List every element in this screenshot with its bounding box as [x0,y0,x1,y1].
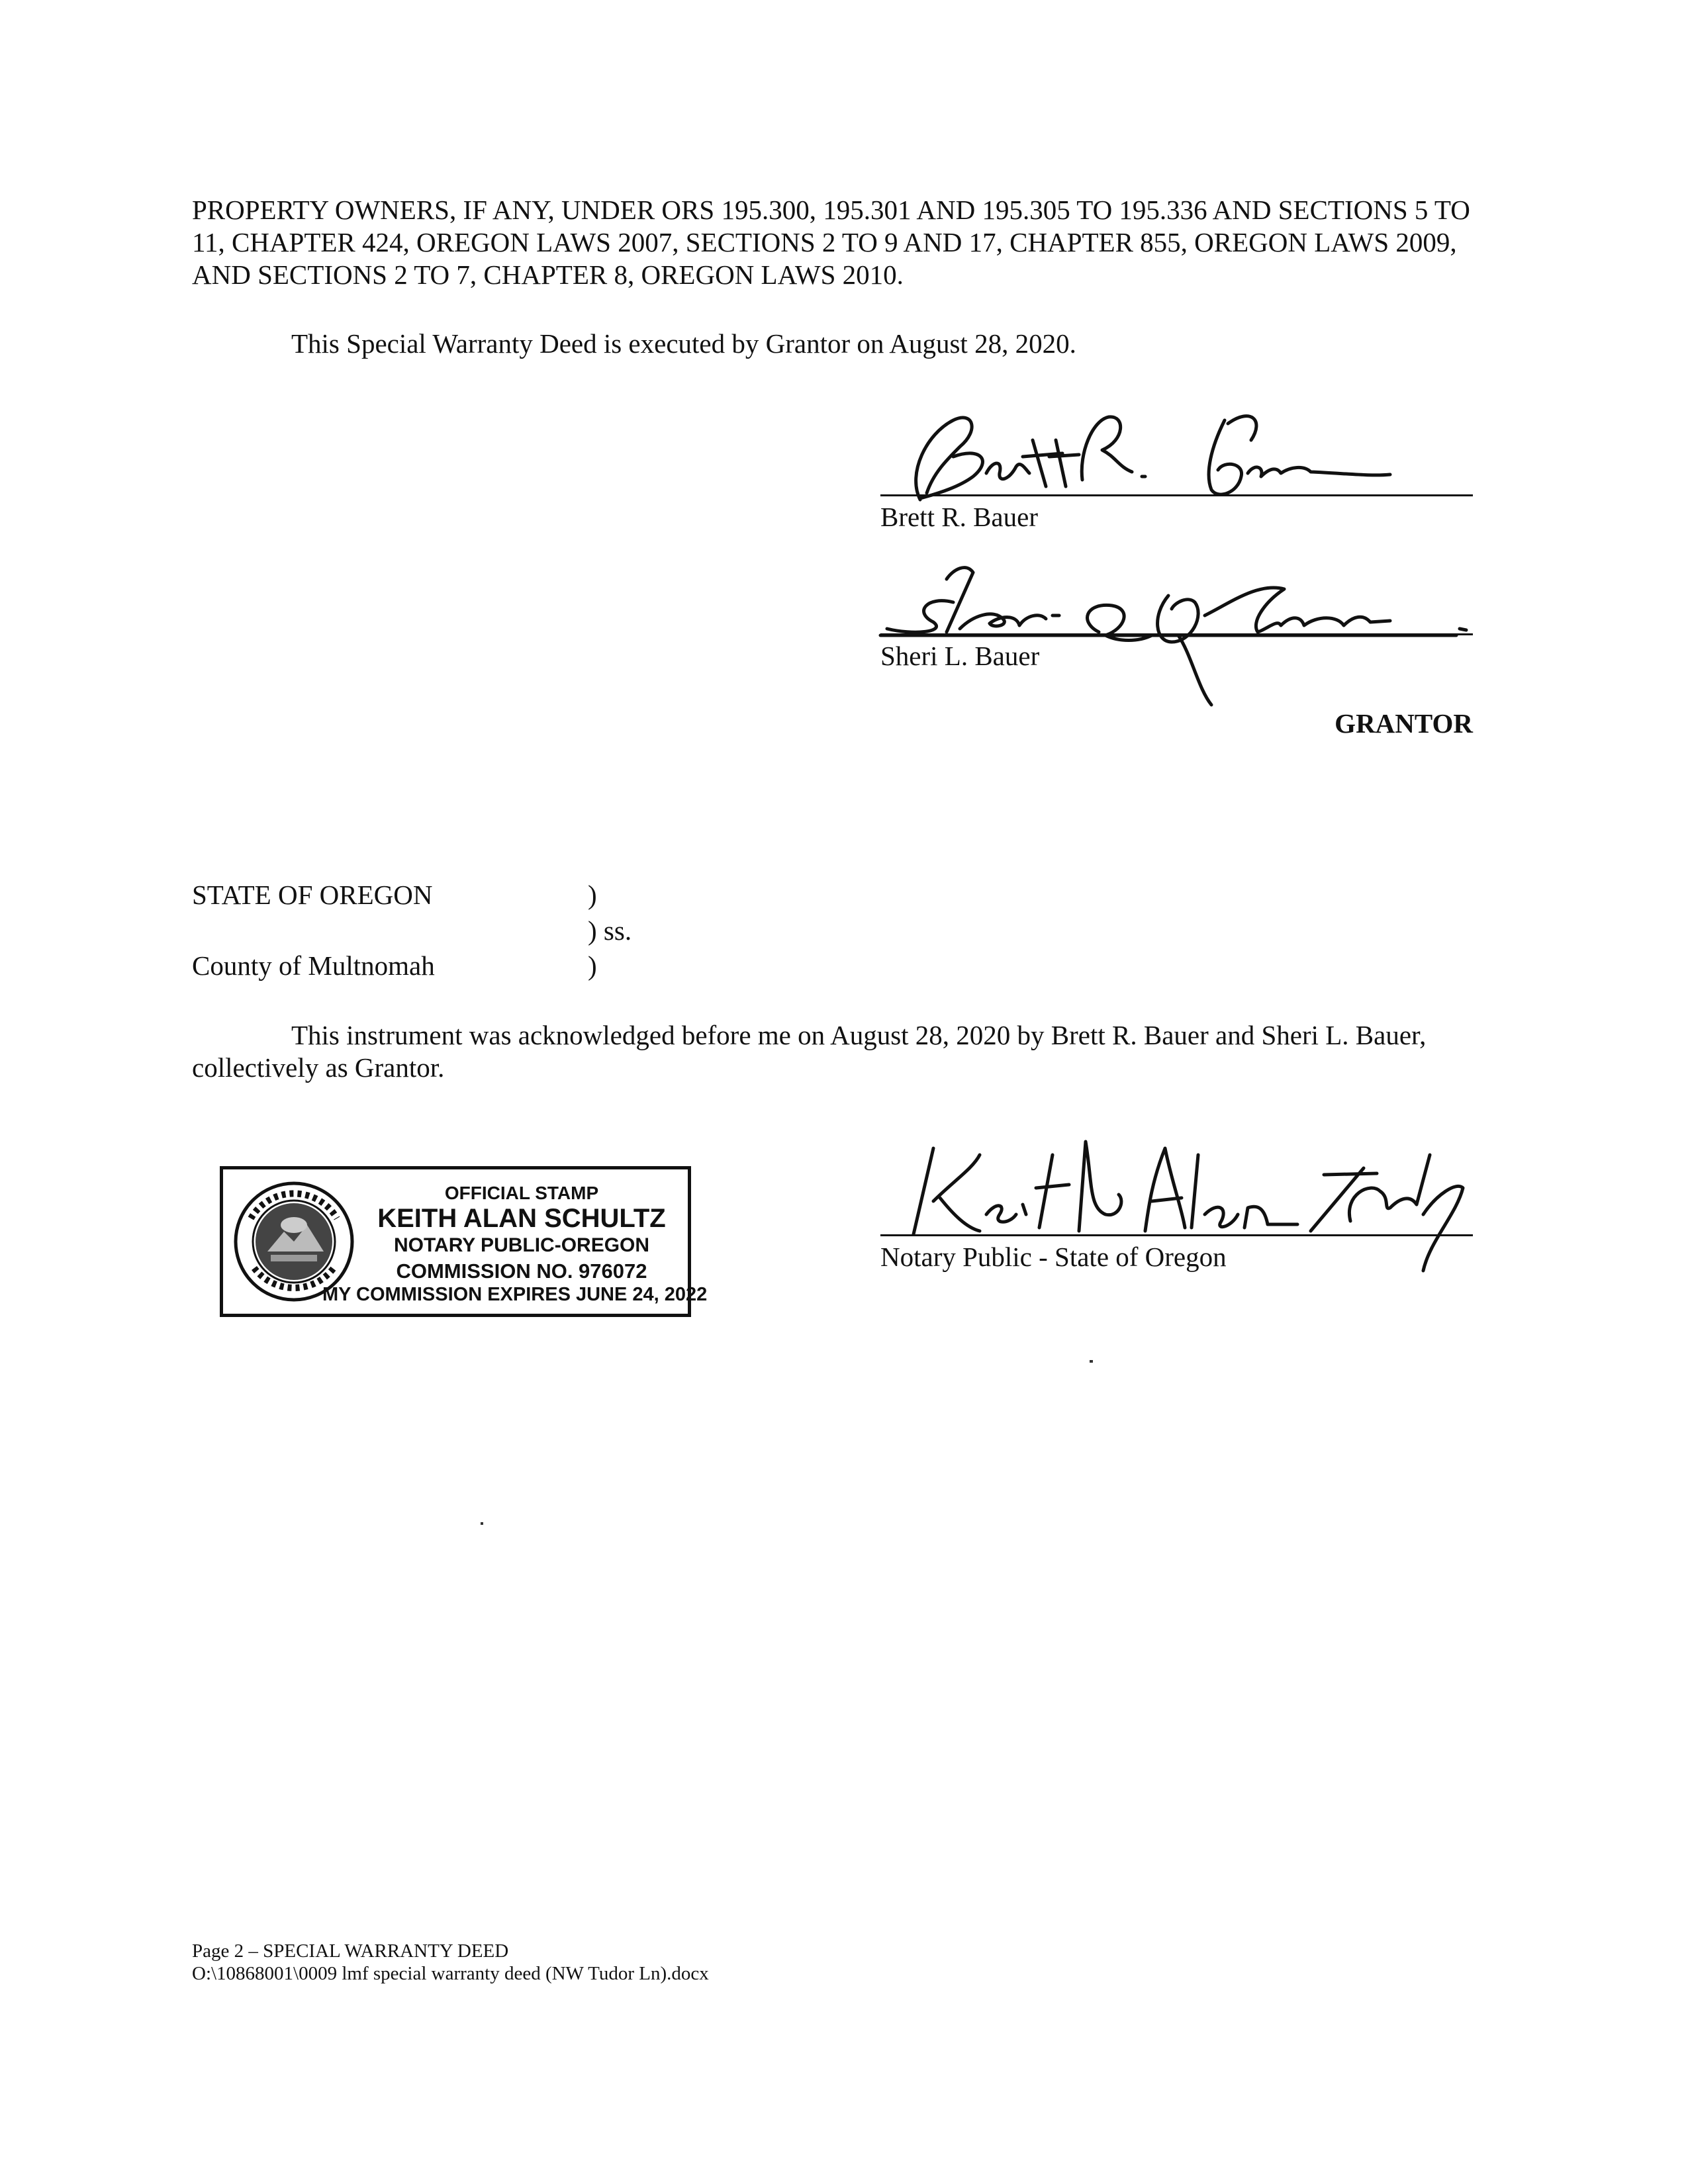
footer-page-label: Page 2 – SPECIAL WARRANTY DEED [192,1940,509,1962]
intro-paragraph: PROPERTY OWNERS, IF ANY, UNDER ORS 195.300, 195.301 AND 195.305 TO 195.336 AND SECTIONS 5 TO 11, CHAPTER 424, OREGON LAWS 2007, SECTIONS 2 TO 9 AND 17, CHAPTER 855, OREGON LAWS 2009, AND SECTIONS 2 TO 7, CHAPTER 8, OREGON LAWS 2010. [192,195,1470,290]
notary-stamp [220,1166,708,1317]
venue-paren-top: ) [588,880,597,910]
scan-speck [1090,1360,1093,1363]
stamp-line-official: OFFICIAL STAMP [444,1183,599,1203]
signatory-name-brett: Brett R. Bauer [880,502,1038,532]
signature-line-notary [880,1234,1473,1236]
stamp-line-expires: MY COMMISSION EXPIRES JUNE 24, 2022 [322,1284,708,1305]
stamp-line-name: KEITH ALAN SCHULTZ [377,1204,666,1233]
execution-statement: This Special Warranty Deed is executed by Grantor on August 28, 2020. [291,328,1076,359]
scan-speck [481,1522,483,1525]
signature-line-brett [880,494,1473,496]
venue-paren-bottom: ) [588,950,597,981]
notary-caption: Notary Public - State of Oregon [880,1242,1227,1272]
signature-line-sheri [880,633,1473,635]
footer-file-path: O:\10868001\0009 lmf special warranty deed (NW Tudor Ln).docx [192,1963,709,1984]
stamp-line-title: NOTARY PUBLIC-OREGON [393,1234,650,1256]
venue-paren-ss: ) ss. [588,915,632,946]
acknowledgment-paragraph [192,1019,1499,1084]
signature-sheri-bauer [861,543,1483,715]
stamp-line-commission: COMMISSION NO. 976072 [396,1259,647,1283]
venue-county: County of Multnomah [192,950,435,981]
signatory-name-sheri: Sheri L. Bauer [880,641,1040,671]
grantor-label: GRANTOR [1335,708,1473,739]
venue-state: STATE OF OREGON [192,880,433,910]
acknowledgment-text: This instrument was acknowledged before me on August 28, 2020 by Brett R. Bauer and Sheri L. Bauer, collectively as Grantor. [192,1020,1427,1083]
